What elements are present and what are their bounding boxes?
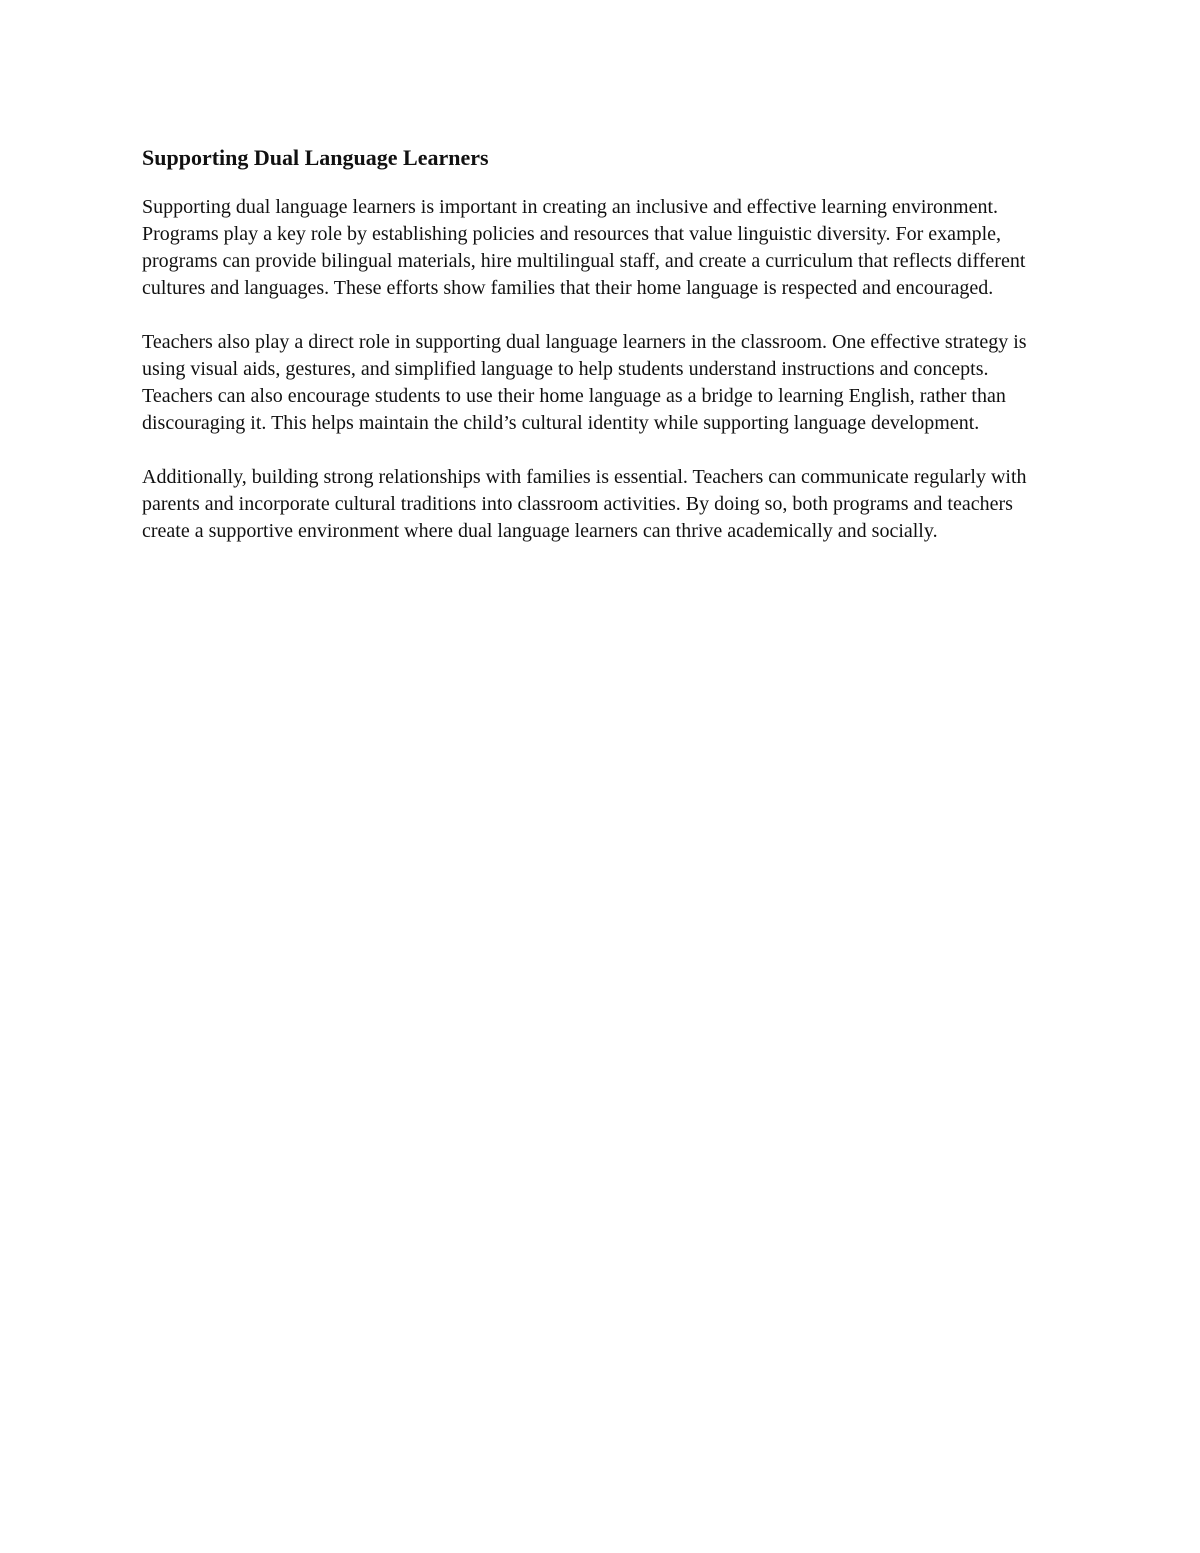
paragraph-1: Supporting dual language learners is important in creating an inclusive and effective learning environment. Programs play a key role by establishing policies and resources that value linguistic diversity. For example, programs can provide bilingual materials, hire multilingual staff, and create a curriculum that reflects different cultures and languages. These efforts show families that their home language is respected and encouraged. [142,196,1026,299]
document-title: Supporting Dual Language Learners [142,145,489,170]
paragraph-2: Teachers also play a direct role in supporting dual language learners in the classroom. One effective strategy is using visual aids, gestures, and simplified language to help students understand instructions and concepts. Teachers can also encourage students to use their home language as a bridge to learning English, rather than discouraging it. This helps maintain the child’s cultural identity while supporting language development. [142,331,1027,434]
document-body [142,140,1062,572]
paragraph-3: Additionally, building strong relationships with families is essential. Teachers can communicate regularly with parents and incorporate cultural traditions into classroom activities. By doing so, both programs and teachers create a supportive environment where dual language learners can thrive academically and socially. [142,466,1027,542]
